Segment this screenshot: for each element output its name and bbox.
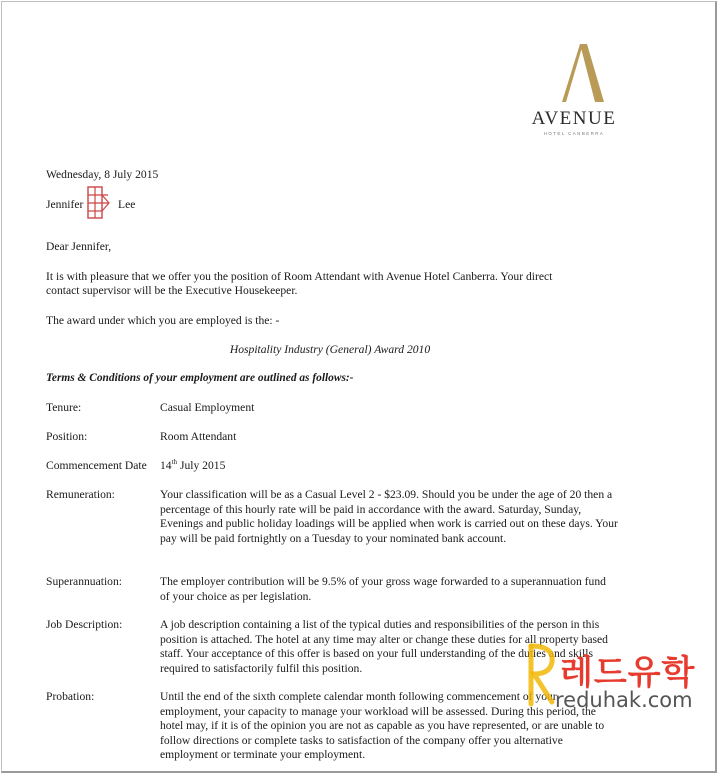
watermark-url: reduhak.com bbox=[555, 688, 693, 712]
logo-subtitle: HOTEL CANBERRA bbox=[543, 131, 605, 136]
terms-heading: Terms & Conditions of your employment are outlined as follows:- bbox=[46, 372, 354, 384]
position-label: Position: bbox=[46, 430, 88, 443]
award-name: Hospitality Industry (General) Award 2010 bbox=[229, 343, 431, 356]
commencement-suffix: th bbox=[171, 458, 178, 467]
commencement-day: 14 bbox=[160, 459, 172, 472]
commencement-label: Commencement Date bbox=[46, 459, 147, 472]
salutation: Dear Jennifer, bbox=[46, 240, 112, 253]
letter-date: Wednesday, 8 July 2015 bbox=[46, 168, 159, 181]
job-description-label: Job Description: bbox=[46, 618, 123, 631]
logo-name: AVENUE bbox=[531, 108, 617, 129]
intro-line-2: contact supervisor will be the Executive Housekeeper. bbox=[46, 284, 298, 297]
award-intro: The award under which you are employed is the: - bbox=[46, 314, 280, 327]
position-value: Room Attendant bbox=[160, 430, 237, 443]
superannuation-label: Superannuation: bbox=[46, 575, 122, 588]
last-name: Lee bbox=[118, 198, 136, 211]
commencement-month: July 2015 bbox=[179, 459, 226, 472]
tenure-label: Tenure: bbox=[46, 401, 82, 414]
probation-label: Probation: bbox=[46, 690, 95, 703]
intro-line-1: It is with pleasure that we offer you the position of Room Attendant with Avenue Hotel Canberra. Your direct bbox=[46, 270, 553, 283]
tenure-value: Casual Employment bbox=[160, 401, 255, 414]
job-description-text: A job description containing a list of the typical duties and responsibilities of the person in this position is attached. The hotel at any time may alter or change these duties for all property based staff. Your acceptance of this offer is based on your full understanding of the duties and skills required to satisfactorily fulfil this position. bbox=[160, 618, 608, 675]
probation-text: Until the end of the sixth complete calendar month following commencement of your employment, your capacity to manage your workload will be assessed. During this period, the hotel may, if it is of the opinion you are not as capable as you have represented, or are unable to follow directions or complete tasks to satisfaction of the company offer you alternative employment or terminate your employment. bbox=[160, 690, 605, 762]
avenue-logo-icon bbox=[556, 44, 606, 102]
remuneration-label: Remuneration: bbox=[46, 488, 115, 501]
remuneration-text: Your classification will be as a Casual Level 2 - $23.09. Should you be under the age of 20 then a percentage of this hourly rate will be paid in accordance with the award. Saturday, Sunday, Evenings and public holiday loadings will be applied when work is carried out on these days. Your pay will be paid fortnightly on a Tuesday to your nominated bank account. bbox=[160, 488, 618, 545]
reduhak-logo-icon bbox=[528, 642, 558, 708]
first-name: Jennifer bbox=[46, 198, 84, 211]
watermark-korean: 레드유학 bbox=[560, 653, 696, 693]
superannuation-text: The employer contribution will be 9.5% of your gross wage forwarded to a superannuation fund of your choice as per legislation. bbox=[160, 575, 606, 603]
redacted-stamp-icon bbox=[86, 186, 112, 220]
commencement-value bbox=[160, 459, 225, 474]
